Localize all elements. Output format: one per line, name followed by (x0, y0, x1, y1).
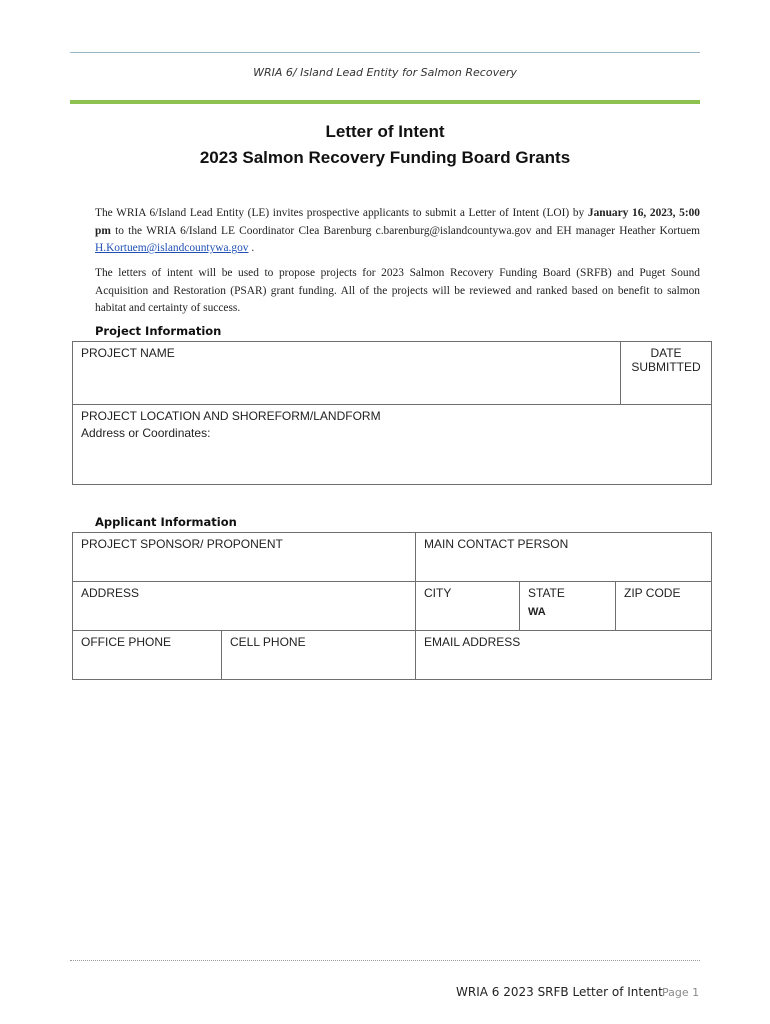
project-location-label: PROJECT LOCATION AND SHOREFORM/LANDFORM (81, 409, 381, 423)
office-phone-label: OFFICE PHONE (81, 635, 172, 649)
document-title: Letter of Intent (325, 122, 445, 141)
header-green-rule (70, 100, 700, 104)
deadline-text: January 16, 2023, 5:00 pm (95, 207, 701, 237)
intro-paragraph (95, 205, 700, 258)
running-header: WRIA 6/ Island Lead Entity for Salmon Recovery (253, 66, 517, 79)
applicant-info-label: Applicant Information (95, 515, 237, 529)
applicant-info-table (72, 532, 712, 680)
document-subtitle: 2023 Salmon Recovery Funding Board Grants (199, 148, 571, 167)
cell-phone-label: CELL PHONE (230, 635, 306, 649)
project-info-label: Project Information (95, 324, 222, 338)
email-address-field[interactable] (416, 631, 712, 680)
city-field[interactable] (416, 582, 520, 631)
state-label: STATE (528, 586, 565, 600)
main-contact-label: MAIN CONTACT PERSON (424, 537, 569, 551)
zip-code-label: ZIP CODE (624, 586, 681, 600)
state-value: WA (528, 606, 546, 618)
footer-page-number: Page 1 (662, 986, 700, 999)
footer-rule (70, 960, 700, 961)
office-phone-field[interactable] (73, 631, 222, 680)
header-top-rule (70, 52, 700, 53)
address-label: ADDRESS (81, 586, 140, 600)
footer-doc-name: WRIA 6 2023 SRFB Letter of Intent (456, 985, 663, 999)
state-field[interactable] (520, 582, 616, 631)
email-address-label: EMAIL ADDRESS (424, 635, 521, 649)
intro-text-2: to the WRIA 6/Island LE Coordinator Clea Barenburg c.barenburg@islandcountywa.gov and EH manager Heather Kortuem (110, 224, 700, 237)
intro-text-3: . (248, 242, 255, 254)
project-location-sublabel: Address or Coordinates: (81, 426, 211, 440)
project-name-field[interactable] (73, 342, 621, 405)
project-name-label: PROJECT NAME (81, 346, 175, 360)
project-sponsor-field[interactable] (73, 533, 416, 582)
project-info-table (72, 341, 712, 485)
purpose-paragraph: The letters of intent will be used to propose projects for 2023 Salmon Recovery Funding Board (SRFB) and Puget Sound Acquisition and Restoration (PSAR) grant funding. All of the projects will be reviewed and ranked based on benefit to salmon habitat and certainty of success. (95, 267, 700, 314)
date-submitted-field[interactable] (621, 342, 712, 405)
main-contact-field[interactable] (416, 533, 712, 582)
project-sponsor-label: PROJECT SPONSOR/ PROPONENT (81, 537, 283, 551)
date-submitted-label: DATE SUBMITTED (631, 346, 701, 374)
address-field[interactable] (73, 582, 416, 631)
project-location-field[interactable] (73, 405, 712, 485)
contact-email-link[interactable]: H.Kortuem@islandcountywa.gov (95, 242, 249, 254)
city-label: CITY (424, 586, 452, 600)
intro-text-1: The WRIA 6/Island Lead Entity (LE) invites prospective applicants to submit a Letter of Intent (LOI) by (95, 207, 588, 219)
cell-phone-field[interactable] (222, 631, 416, 680)
zip-code-field[interactable] (616, 582, 712, 631)
